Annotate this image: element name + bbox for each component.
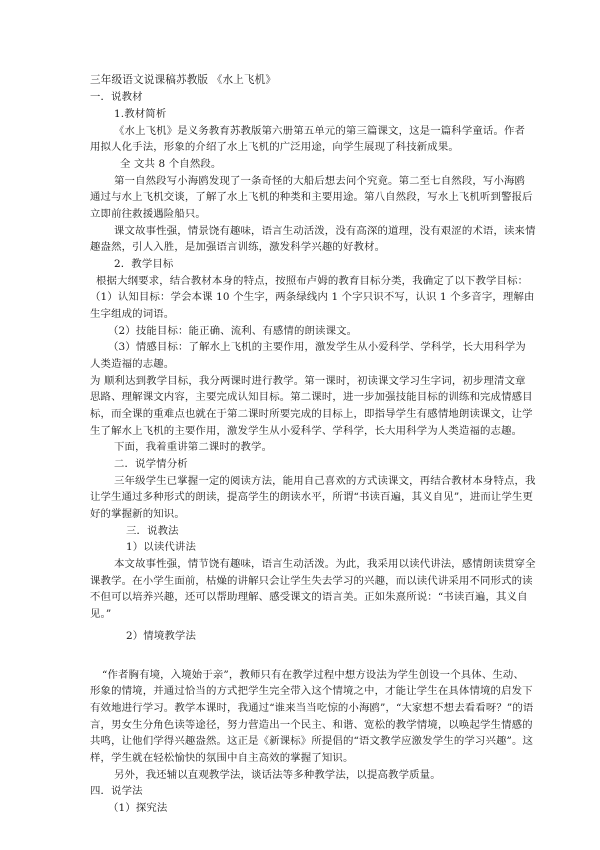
subheading-3-1: 1）以读代讲法 xyxy=(126,541,197,553)
subheading-1-2: 2．教学目标 xyxy=(114,258,174,270)
paragraph-line: 趣盎然，引人入胜，是加强语言训练，激发科学兴趣的好教材。 xyxy=(90,241,386,253)
subheading-1-1: 1.教材简析 xyxy=(114,108,167,120)
section-heading-4: 四．说学法 xyxy=(90,785,143,797)
paragraph-line: 思路、理解课文内容，主要完成认知目标。第二课时，进一步加强技能目标的训练和完成情感目 xyxy=(90,391,533,403)
paragraph-line: （2）技能目标：能正确、流利、有感情的朗读课文。 xyxy=(108,325,358,337)
paragraph-line: 通过与水上飞机交谈，了解了水上飞机的种类和主要用途。第八自然段，写水上飞机听到警报后 xyxy=(90,191,533,203)
document-title: 三年级语文说课稿苏教版 《水上飞机》 xyxy=(90,74,277,86)
paragraph-line: （3）情感目标：了解水上飞机的主要作用，激发学生从小爱科学、学科学，长大用科学为 xyxy=(108,341,526,353)
paragraph-line: 标，而全课的重难点也就在于第二课时所要完成的目标上，即指导学生有感情地朗读课文，让学 xyxy=(90,408,533,420)
paragraph-line: 言，男女生分角色读等途径，努力营造出一个民主、和谐、宽松的教学情境，以唤起学生情感的 xyxy=(90,719,533,731)
section-heading-3: 三．说教法 xyxy=(126,525,179,537)
section-heading-1: 一．说教材 xyxy=(90,91,143,103)
paragraph-line: 形象的情境，并通过恰当的方式把学生完全带入这个情境之中，才能让学生在具体情境的启发下 xyxy=(90,685,533,697)
paragraph-line: 为 顺利达到教学目标，我分两课时进行教学。第一课时，初读课文学习生字词，初步理清文章 xyxy=(90,375,526,387)
subheading-4-1: （1）探究法 xyxy=(108,802,168,814)
paragraph-line: （1）认知目标：学会本课 10 个生字，两条绿线内 1 个字只识不写，认识 1 个多音字，理解由 xyxy=(90,291,535,303)
paragraph-line: 另外，我还辅以直观教学法，谈话法等多种教学法，以提高教学质量。 xyxy=(114,769,441,781)
paragraph-line: 生字组成的词语。 xyxy=(90,308,175,320)
paragraph-line: 生了解水上飞机的主要作用，激发学生从小爱科学、学科学，长大用科学为人类造福的志趣。 xyxy=(90,425,523,437)
paragraph-line: 见。” xyxy=(90,608,112,620)
paragraph-line: 共鸣，让他们学得兴趣盎然。这正是《新课标》所提倡的“语文教学应激发学生的学习兴趣”。这 xyxy=(90,735,534,747)
paragraph-line: 好的掌握新的知识。 xyxy=(90,508,185,520)
paragraph-line: 第一自然段写小海鸥发现了一条奇怪的大船后想去问个究竟。第二至七自然段，写小海鸥 xyxy=(114,175,526,187)
paragraph-line: 人类造福的志趣。 xyxy=(90,358,175,370)
section-heading-2: 二．说学情分析 xyxy=(114,458,188,470)
paragraph-line: 根据大纲要求，结合教材本身的特点，按照布卢姆的教育目标分类，我确定了以下教学目标： xyxy=(96,275,529,287)
paragraph-line: 用拟人化手法，形象的介绍了水上飞机的广泛用途，向学生展现了科技新成果。 xyxy=(90,141,459,153)
paragraph-line: 三年级学生已掌握一定的阅读方法，能用自己喜欢的方式读课文，再结合教材本身特点，我 xyxy=(114,475,536,487)
subheading-3-2: 2）情境教学法 xyxy=(126,630,197,642)
paragraph-line: 有效地进行学习。教学本课时，我通过“谁来当当吃惊的小海鸥”，“大家想不想去看看呀？”的语 xyxy=(90,702,534,714)
paragraph-line: 本文故事性强，情节饶有趣味，语言生动活泼。为此，我采用以读代讲法，感情朗读贯穿全 xyxy=(114,558,536,570)
paragraph-line: 不但可以培养兴趣，还可以帮助理解、感受课文的语言美。正如朱熹所说：“书读百遍，其义自 xyxy=(90,591,528,603)
paragraph-line: 让学生通过多种形式的朗读，提高学生的朗读水平，所谓“书读百遍，其义自见”，进而让学生更 xyxy=(90,491,534,503)
paragraph-line: 全 文共 8 个自然段。 xyxy=(120,158,222,170)
paragraph-line: 课文故事性强，情景饶有趣味，语言生动活泼，没有高深的道理，没有艰涩的术语，读来情 xyxy=(114,225,536,237)
paragraph-line: 立即前往救援遇险船只。 xyxy=(90,208,206,220)
paragraph-line: “作者胸有境，入境始于亲”，教师只有在教学过程中想方设法为学生创设一个具体、生动、 xyxy=(102,669,525,681)
paragraph-line: 课教学。在小学生面前，枯燥的讲解只会让学生失去学习的兴趣，而以读代讲采用不同形式的读 xyxy=(90,575,533,587)
paragraph-line: 《水上飞机》是义务教育苏教版第六册第五单元的第三篇课文，这是一篇科学童话。作者 xyxy=(114,125,526,137)
paragraph-line: 样，学生就在轻松愉快的氛围中自主高效的掌握了知识。 xyxy=(90,752,354,764)
paragraph-line: 下面，我着重讲第二课时的教学。 xyxy=(114,441,273,453)
